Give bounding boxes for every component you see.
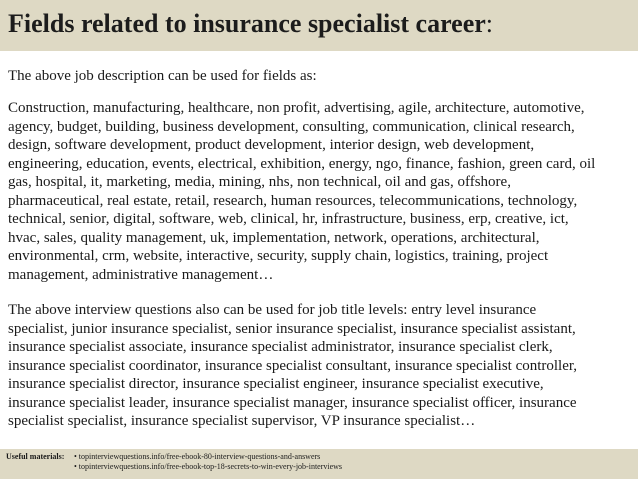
- fields-line: engineering, education, events, electrical, exhibition, energy, ngo, finance, fashion, green card, oil: [8, 155, 596, 172]
- slide-title-text: Fields related to insurance specialist career: [8, 9, 486, 38]
- slide-title-colon: :: [485, 9, 494, 38]
- slide-header: [0, 0, 638, 51]
- levels-line: insurance specialist associate, insurance specialist administrator, insurance specialist clerk,: [8, 339, 553, 355]
- levels-line: insurance specialist director, insurance specialist engineer, insurance specialist executive,: [8, 376, 544, 392]
- intro-text: The above job description can be used for fields as:: [8, 68, 317, 84]
- fields-line: gas, hospital, it, marketing, media, mining, nhs, non technical, oil and gas, offshore,: [8, 174, 511, 190]
- fields-paragraph: [8, 99, 632, 284]
- footer-label: Useful materials:: [6, 452, 65, 461]
- levels-line: specialist, junior insurance specialist, senior insurance specialist, insurance specialist assistant,: [8, 320, 576, 337]
- job-levels-paragraph: [8, 301, 632, 431]
- levels-line: insurance specialist leader, insurance specialist manager, insurance specialist officer, insurance: [8, 394, 577, 411]
- levels-line: The above interview questions also can be used for job title levels: entry level insurance: [8, 302, 537, 318]
- fields-line: Construction, manufacturing, healthcare, non profit, advertising, agile, architecture, automotive,: [8, 100, 585, 116]
- footer-row: [6, 452, 638, 462]
- fields-line: management, administrative management…: [8, 266, 274, 283]
- levels-line: specialist specialist, insurance specialist supervisor, VP insurance specialist…: [8, 413, 476, 429]
- fields-line: agency, budget, building, business development, consulting, communication, clinical research,: [8, 118, 575, 135]
- footer-link[interactable]: • topinterviewquestions.info/free-ebook-top-18-secrets-to-win-every-job-interviews: [74, 462, 343, 471]
- fields-line: technical, senior, digital, software, web, clinical, hr, infrastructure, business, erp, creative, ict,: [8, 211, 569, 227]
- fields-line: environmental, crm, website, interactive, security, supply chain, logistics, training, project: [8, 248, 549, 264]
- levels-line: insurance specialist coordinator, insurance specialist consultant, insurance specialist controller,: [8, 357, 578, 374]
- fields-line: design, software development, product development, interior design, web development,: [8, 137, 535, 153]
- fields-line: hvac, sales, quality management, uk, implementation, network, operations, architectural,: [8, 229, 540, 246]
- slide-footer: [0, 449, 638, 479]
- slide-title: [8, 8, 638, 40]
- footer-row: [6, 462, 638, 472]
- fields-line: pharmaceutical, real estate, retail, research, human resources, telecommunications, technology,: [8, 192, 578, 209]
- footer-link[interactable]: • topinterviewquestions.info/free-ebook-80-interview-questions-and-answers: [74, 452, 321, 461]
